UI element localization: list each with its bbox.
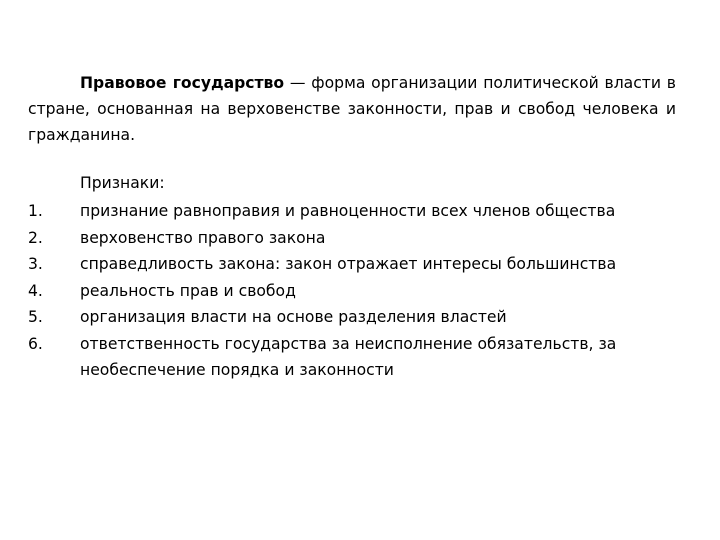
list-item-text: организация власти на основе разделения властей [80, 308, 507, 326]
definition-term: Правовое государство [80, 74, 285, 92]
list-item-number: 4. [28, 281, 43, 300]
list-item-text: верховенство правого закона [80, 228, 326, 247]
list-item-text: признание равноправия и равноценности всех членов общества [80, 202, 616, 220]
definition-paragraph [28, 70, 676, 148]
list-item [28, 198, 678, 225]
list-item-number: 3. [28, 255, 43, 273]
list-item-number: 1. [28, 202, 43, 220]
list-item-text: справедливость закона: закон отражает интересы большинства [80, 255, 617, 273]
signs-heading: Признаки: [80, 174, 165, 192]
list-item [28, 304, 678, 331]
list-item-number: 6. [28, 334, 43, 353]
definition-text: — форма организации политической власти в стране, основанная на верховенстве законности, прав и свобод человека и гражданина. [28, 74, 676, 144]
list-item-text: ответственность государства за неисполнение обязательств, за необеспечение порядка и законности [80, 334, 617, 379]
list-item [28, 251, 678, 278]
list-item [28, 278, 678, 305]
signs-list [28, 198, 678, 384]
list-item-number: 5. [28, 308, 43, 326]
list-item-number: 2. [28, 228, 43, 247]
list-item [28, 331, 678, 384]
list-item [28, 225, 678, 252]
list-item-text: реальность прав и свобод [80, 281, 296, 300]
